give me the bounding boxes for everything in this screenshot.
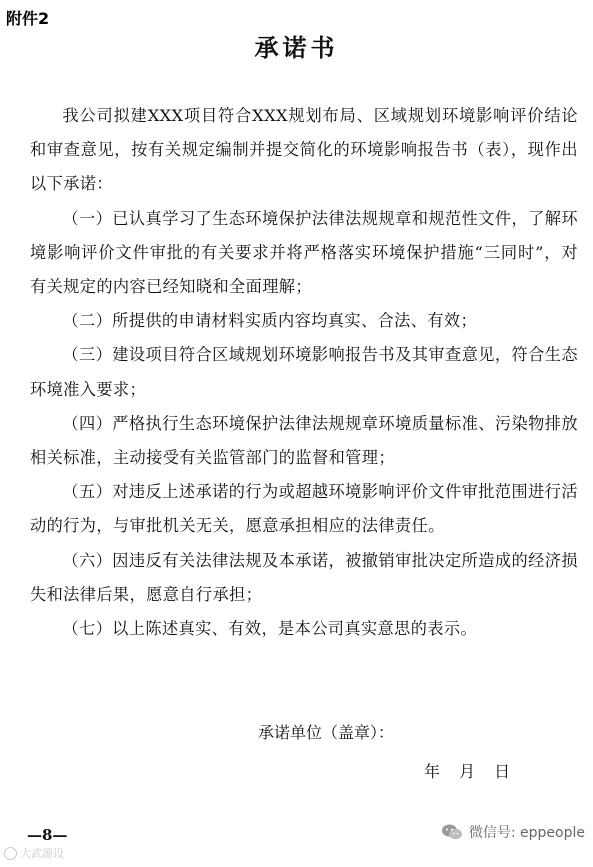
pledge-item-5: （五）对违反上述承诺的行为或超越环境影响评价文件审批范围进行活动的行为，与审批机关无关，愿意承担相应的法律责任。 xyxy=(30,482,578,536)
intro-paragraph: 我公司拟建XXX项目符合XXX规划布局、区域规划环境影响评价结论和审查意见，按有关规定编制并提交简化的环境影响报告书（表），现作出以下承诺： xyxy=(30,106,578,194)
pledge-item-4: （四）严格执行生态环境保护法律法规规章环境质量标准、污染物排放相关标准，主动接受有关监管部门的监督和管理； xyxy=(30,413,578,468)
watermark-left xyxy=(4,845,64,861)
pledge-item-3: （三）建设项目符合区域规划环境影响报告书及其审查意见，符合生态环境准入要求； xyxy=(30,345,578,399)
watermark-left-text: 大武源设 xyxy=(20,847,64,860)
signer-line: 承诺单位（盖章）： xyxy=(258,723,395,742)
pledge-item-1: （一）已认真学习了生态环境保护法律法规规章和规范性文件，了解环境影响评价文件审批的有关要求并将严格落实环境保护措施“三同时”，对有关规定的内容已经知晓和全面理解； xyxy=(30,208,578,297)
page-number: —8— xyxy=(27,826,68,844)
watermark-right-text: 微信号: eppeople xyxy=(468,825,585,841)
document-title: 承诺书 xyxy=(254,33,339,62)
watermark-right xyxy=(441,822,585,842)
wechat-icon xyxy=(441,823,463,841)
pledge-item-6: （六）因违反有关法律法规及本承诺，被撤销审批决定所造成的经济损失和法律后果，愿意自行承担； xyxy=(30,550,578,604)
attachment-label: 附件2 xyxy=(6,9,50,28)
date-line: 年 月 日 xyxy=(424,762,511,781)
copyright-circle-icon xyxy=(4,847,17,860)
document-body xyxy=(30,99,578,646)
pledge-item-7: （七）以上陈述真实、有效，是本公司真实意思的表示。 xyxy=(62,619,478,639)
pledge-item-2: （二）所提供的申请材料实质内容均真实、合法、有效； xyxy=(62,311,478,331)
